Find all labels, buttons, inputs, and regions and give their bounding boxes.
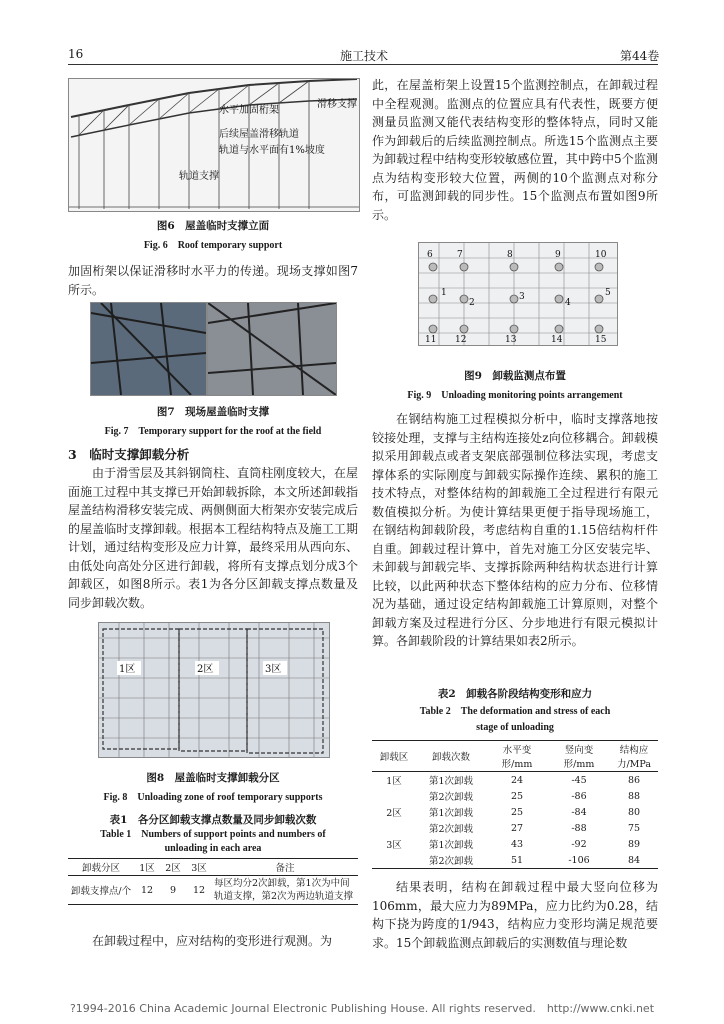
- table-2-cell: 第1次卸载: [428, 776, 474, 787]
- table-2-cell: [372, 852, 416, 869]
- table-row: [372, 788, 658, 804]
- right-paragraph-2: 在钢结构施工过程模拟分析中，临时支撑落地按铰接处理，支撑与主结构连接处z向位移耦合。卸载模拟采用卸载点或者支架底部强制位移法实现，考虑支撑体系的实际刚度与卸载实际操作连续、累积的施工技术特点，对整体结构的卸载施工全过程进行有限元数值模拟分析。为使计算结果更便于指导现场施工，在钢结构卸载阶段，考虑结构自重的1.15倍结构杆件自重。卸载过程计算中，首先对施工分区安装完毕、未卸载与卸载完毕、支撑拆除两种结构状态进行计算比较，以此两种状态下整体结构的应力分布、位移情况为基础，通过设定结构卸载施工计算原则，对整个卸载方案及过程进行分区、分步地进行有限元模拟计算。各卸载阶段的计算结果如表2所示。: [372, 412, 658, 648]
- table-2-header: 结构应力/MPa: [616, 745, 652, 770]
- figure-6-caption-en: Fig. 6 Roof temporary support: [143, 240, 283, 251]
- table-row: [372, 820, 658, 836]
- table-2-header: 水平变形/mm: [501, 745, 533, 770]
- figure-6-caption-cn: 图6 屋盖临时支撑立面: [156, 220, 270, 232]
- figure-9-monitoring-points: [418, 242, 618, 346]
- fig8-zone-2: 2区: [197, 664, 214, 675]
- table-2-cell: 第1次卸载: [428, 808, 474, 819]
- table-2-cell: 86: [627, 774, 641, 786]
- figure-8-grid: [99, 623, 329, 757]
- table-2-cell: 第1次卸载: [428, 840, 474, 851]
- fig9-point-1: 1: [441, 288, 447, 298]
- table-2-cell: 第2次卸载: [428, 856, 474, 867]
- figure-7-photo-left: [90, 302, 207, 396]
- figure-6-drawing: [69, 79, 359, 211]
- table-2-cell: 43: [510, 838, 524, 850]
- fig9-point-3: 3: [519, 292, 525, 302]
- table-2-cell: -88: [571, 822, 587, 834]
- figure-6-roof-support-elevation: [68, 78, 360, 212]
- fig9-point-6: 6: [427, 250, 433, 260]
- fig6-label-track: 后续屋盖滑移轨道: [219, 129, 299, 140]
- table-1-cell: 12: [140, 884, 154, 896]
- figure-8-unloading-zones: [98, 622, 330, 758]
- table-2-cell: 80: [627, 806, 641, 818]
- fig9-point-14: 14: [551, 335, 563, 345]
- right-paragraph-3: 结果表明，结构在卸载过程中最大竖向位移为106mm，最大应力为89MPa，应力比约为0.28，结构下挠为跨度的1/943，结构应力变形均满足规范要求。: [372, 880, 658, 950]
- table-2-cell: 84: [627, 854, 641, 866]
- figure-7-photo-right-lines: [208, 303, 336, 395]
- table-2-cell: 51: [510, 854, 524, 866]
- fig9-point-9: 9: [555, 250, 561, 260]
- table-2-header: 卸载次数: [431, 752, 470, 763]
- header-rule: [68, 64, 658, 65]
- fig9-point-10: 10: [595, 250, 607, 260]
- table-2-cell: 25: [510, 790, 524, 802]
- table-1-note: 每区均分2次卸载，第1次为中间轨道支撑，第2次为两边轨道支撑: [214, 878, 354, 902]
- figure-7-caption-en: Fig. 7 Temporary support for the roof at the field: [104, 426, 322, 437]
- table-row: [372, 852, 658, 869]
- table-2-title-en: Table 2 The deformation and stress of each stage of unloading: [419, 706, 611, 733]
- table-1-header: 卸载分区: [81, 863, 120, 874]
- page-number: 16: [68, 47, 84, 61]
- section-3-title: 3 临时支撑卸载分析: [68, 447, 190, 462]
- table-1-title-en: Table 1 Numbers of support points and numbers of unloading in each area: [100, 829, 326, 854]
- left-paragraph-2: 由于滑雪层及其斜钢筒柱、直筒柱刚度较大，在屋面施工过程中其支撑已开始卸载拆除，本文所述卸载指屋盖结构滑移安装完成、两侧侧面大桁架亦安装完成后的屋盖临时支撑卸载。根据本工程结构特点及施工工期计划，通过结构变形及应力计算，最终采用从西向东、由低处向高处分区进行卸载，将所有支撑点划分成3个卸载区，如图8所示。表1为各分区卸载支撑点数量及同步卸载次数。: [68, 466, 358, 610]
- table-2-cell: -92: [571, 838, 587, 850]
- fig9-point-2: 2: [469, 298, 475, 308]
- table-1: [68, 858, 358, 905]
- table-2-cell: 25: [510, 806, 524, 818]
- figure-8-caption-cn: 图8 屋盖临时支撑卸载分区: [146, 772, 280, 784]
- table-1-header-row: [68, 859, 358, 876]
- right-paragraph-4: 15个卸载监测点卸载后的实测数值与理论数: [396, 936, 628, 950]
- fig8-zone-3: 3区: [265, 664, 282, 675]
- table-2-cell: 89: [627, 838, 641, 850]
- fig6-label-truss: 水平加固桁架: [219, 105, 279, 116]
- left-paragraph-3: 在卸载过程中，应对结构的变形进行观测。为: [92, 934, 333, 948]
- table-row: [372, 772, 658, 789]
- table-2-cell: 24: [510, 774, 524, 786]
- table-2-cell: 2区: [386, 808, 402, 819]
- fig8-zone-1: 1区: [119, 664, 136, 675]
- table-row: [372, 836, 658, 852]
- table-2-title-cn: 表2 卸载各阶段结构变形和应力: [437, 688, 593, 700]
- table-1-header: 2区: [165, 863, 181, 874]
- table-1-header: 备注: [275, 863, 295, 874]
- table-1-header: 3区: [191, 863, 207, 874]
- fig9-point-12: 12: [455, 335, 467, 345]
- table-2-cell: 75: [627, 822, 641, 834]
- table-2: [372, 740, 658, 869]
- fig9-point-13: 13: [505, 335, 517, 345]
- table-2-cell: -45: [571, 774, 587, 786]
- fig9-point-8: 8: [507, 250, 513, 260]
- left-paragraph-1: 加固桁架以保证滑移时水平力的传递。现场支撑如图7所示。: [68, 264, 358, 297]
- fig9-point-11: 11: [425, 335, 437, 345]
- table-2-header-row: [372, 741, 658, 772]
- table-2-cell: -106: [568, 854, 590, 866]
- table-2-cell: -86: [571, 790, 587, 802]
- right-paragraph-1: 此，在屋盖桁架上设置15个监测控制点，在卸载过程中全程观测。监测点的位置应具有代表性，既要方便测量员监测又能代表结构变形的整体特点，同时又能作为卸载后的后续监测控制点。所选15个监测点主要为卸载过程中结构变形较敏感位置，其中跨中5个监测点为结构变形较大位置，两侧的10个监测点对称分布，可监测卸载的同步性。15个监测点布置如图9所示。: [372, 78, 658, 222]
- fig6-label-track-support: 轨道支撑: [179, 171, 219, 182]
- table-2-cell: 3区: [386, 840, 402, 851]
- fig9-point-4: 4: [565, 298, 571, 308]
- copyright-footer: ?1994-2016 China Academic Journal Electronic Publishing House. All rights reserved. http://www.cnki.net: [69, 1002, 655, 1015]
- fig6-label-slide-support: 滑移支撑: [317, 99, 357, 110]
- figure-7-caption-cn: 图7 现场屋盖临时支撑: [156, 406, 270, 418]
- figure-7-photo-right: [207, 302, 337, 396]
- table-2-cell: 1区: [386, 776, 402, 787]
- figure-8-caption-en: Fig. 8 Unloading zone of roof temporary supports: [103, 792, 323, 803]
- table-2-cell: [372, 788, 416, 804]
- fig9-point-7: 7: [457, 250, 463, 260]
- table-2-header: 卸载区: [379, 752, 409, 763]
- figure-7-photo-left-lines: [91, 303, 206, 395]
- table-1-row-label: 卸载支撑点/个: [70, 886, 132, 897]
- journal-name: 施工技术: [340, 49, 389, 63]
- figure-9-caption-en: Fig. 9 Unloading monitoring points arrangement: [407, 390, 623, 401]
- volume-label: 第44卷: [620, 49, 660, 63]
- fig9-point-15: 15: [595, 335, 607, 345]
- figure-9-caption-cn: 图9 卸载监测点布置: [464, 370, 566, 382]
- table-1-cell: 9: [169, 884, 177, 896]
- table-1-header: 1区: [139, 863, 155, 874]
- table-2-cell: 第2次卸载: [428, 792, 474, 803]
- table-1-title-cn: 表1 各分区卸载支撑点数量及同步卸载次数: [109, 814, 317, 826]
- table-1-cell: 12: [192, 884, 206, 896]
- table-2-cell: -84: [571, 806, 587, 818]
- table-row: [372, 804, 658, 820]
- figure-9-drawing: [419, 243, 617, 345]
- table-2-cell: 27: [510, 822, 524, 834]
- table-2-header: 竖向变形/mm: [563, 745, 595, 770]
- table-2-cell: 第2次卸载: [428, 824, 474, 835]
- table-2-cell: 88: [627, 790, 641, 802]
- fig6-label-slope: 轨道与水平面有1%坡度: [219, 145, 325, 156]
- table-2-cell: [372, 820, 416, 836]
- fig9-point-5: 5: [605, 288, 611, 298]
- table-row: [68, 876, 358, 905]
